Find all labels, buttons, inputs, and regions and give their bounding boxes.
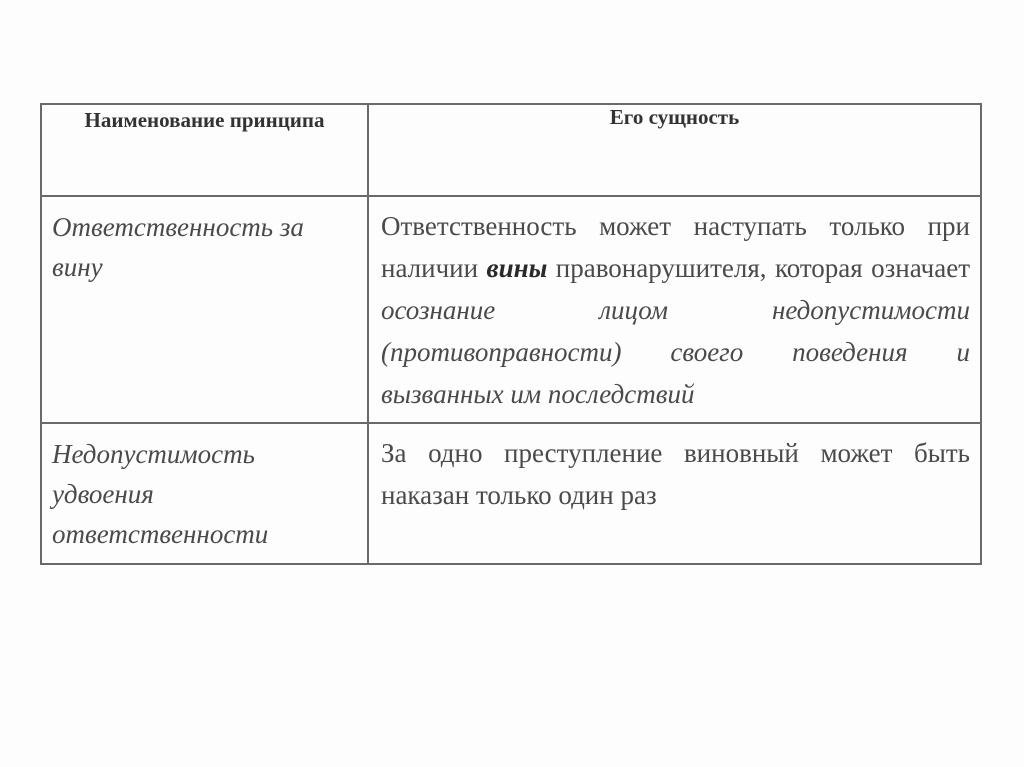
essence-text: Ответственность может наступать только при наличии — [381, 211, 970, 283]
principle-essence — [369, 197, 980, 415]
essence-bold-term: вины — [486, 253, 548, 283]
table-row — [41, 423, 981, 564]
principle-essence: За одно преступление виновный может быть наказан только один раз — [381, 438, 970, 510]
table-row — [41, 196, 981, 423]
principle-name: Ответственность за вину — [52, 212, 304, 282]
principle-name-cell — [41, 423, 368, 564]
essence-text-cont: правонарушителя, которая означает — [547, 253, 970, 283]
table-header-row — [41, 104, 981, 196]
header-essence: Его сущность — [368, 104, 981, 196]
principle-name-cell — [41, 196, 368, 423]
principle-essence-cell — [368, 423, 981, 564]
principle-name: Недопустимость удвоения ответственности — [52, 439, 269, 549]
principle-essence-cell — [368, 196, 981, 423]
essence-italic-definition: осознание лицом недопустимости (противоправности) своего поведения и вызванных им последствий — [381, 295, 970, 409]
principles-table — [40, 103, 982, 565]
header-principle-name: Наименование принципа — [41, 104, 368, 196]
